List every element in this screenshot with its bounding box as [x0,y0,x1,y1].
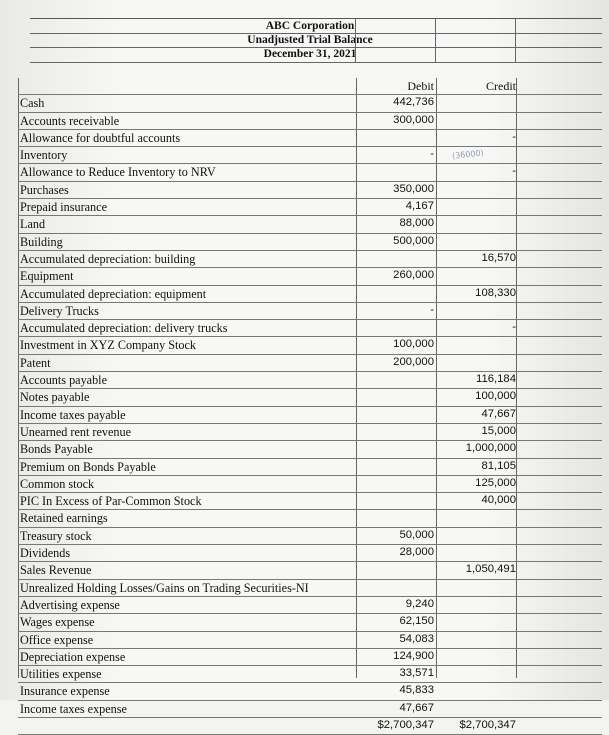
account-name: Accumulated depreciation: building [20,251,196,266]
table-row [18,95,602,112]
credit-total: $2,700,347 [459,718,516,731]
report-title: Unadjusted Trial Balance [247,34,373,46]
trial-balance-table [18,78,602,735]
table-row [18,355,602,372]
table-row [18,113,602,130]
credit-amount: 15,000 [481,424,516,437]
credit-amount: 116,184 [476,373,516,386]
account-name: Utilities expense [20,667,102,682]
account-name: Bonds Payable [20,442,93,457]
account-name: Depreciation expense [20,649,126,664]
account-name: Equipment [20,269,74,284]
debit-amount: 28,000 [399,546,434,559]
account-name: Accounts payable [20,373,107,388]
account-name: Unearned rent revenue [20,424,131,439]
credit-amount: 100,000 [475,390,516,403]
debit-amount: 100,000 [393,338,434,351]
account-name: Cash [20,96,45,111]
account-name: Advertising expense [20,597,120,612]
handwritten-note: (36000) [451,148,485,161]
table-row [18,614,602,631]
table-row [18,303,602,320]
account-name: Land [20,217,46,232]
account-name: Inventory [20,148,68,163]
account-name: Income taxes payable [20,407,126,422]
credit-amount: 16,570 [481,251,516,264]
credit-amount: 108,330 [475,286,516,299]
table-row [18,251,602,268]
debit-amount: 500,000 [393,234,434,247]
credit-amount: 1,050,491 [465,563,516,576]
table-row [18,147,602,164]
table-row [18,216,602,233]
account-name: Patent [20,355,51,370]
table-row [18,545,602,562]
table-row [18,666,602,683]
debit-amount: 50,000 [399,528,434,541]
debit-amount: 350,000 [393,182,434,195]
account-name: Delivery Trucks [20,303,99,318]
account-name: Sales Revenue [20,563,92,578]
account-name: Retained earnings [20,511,108,526]
table-row [18,320,602,337]
table-row [18,234,602,251]
debit-amount: 124,900 [393,649,434,662]
table-row [18,580,602,597]
credit-amount: - [512,321,516,334]
account-name: Purchases [20,182,69,197]
account-name: Insurance expense [20,684,110,699]
account-name: Prepaid insurance [20,200,107,215]
credit-amount: 125,000 [475,476,516,489]
debit-amount: 45,833 [399,684,434,697]
table-row [18,424,602,441]
table-row [18,130,602,147]
credit-header: Credit [486,79,516,93]
debit-amount: 300,000 [393,113,434,126]
account-name: Income taxes expense [20,701,127,716]
debit-amount: 4,167 [405,200,434,213]
debit-amount: - [430,303,434,316]
table-row [18,597,602,614]
table-row [18,286,602,303]
debit-amount: 200,000 [393,355,434,368]
debit-amount: 442,736 [393,96,434,109]
table-row [18,528,602,545]
totals-row [18,718,602,735]
table-row [18,649,602,666]
debit-header: Debit [407,79,434,93]
debit-amount: 54,083 [399,632,434,645]
table-row [18,182,602,199]
account-name: Notes payable [20,390,90,405]
table-row [18,632,602,649]
table-row [18,372,602,389]
account-name: Accounts receivable [20,113,120,128]
table-row [18,701,602,718]
table-row [18,476,602,493]
report-date: December 31, 2021 [263,48,357,60]
account-name: Treasury stock [20,528,92,543]
company-name: ABC Corporation [265,20,355,32]
account-name: Allowance for doubtful accounts [20,130,181,145]
account-name: PIC In Excess of Par-Common Stock [20,494,202,509]
table-row [18,389,602,406]
account-name: Allowance to Reduce Inventory to NRV [20,165,216,180]
account-name: Unrealized Holding Losses/Gains on Trading Securities-NI [20,580,309,595]
debit-amount: 9,240 [405,597,434,610]
table-row [18,510,602,527]
table-row [18,562,602,579]
debit-total: $2,700,347 [377,718,434,731]
table-row [18,459,602,476]
credit-amount: 40,000 [481,494,516,507]
account-name: Building [20,234,63,249]
credit-amount: - [512,130,516,143]
account-name: Wages expense [20,615,95,630]
column-header-row [18,78,602,95]
account-name: Office expense [20,632,94,647]
debit-amount: - [430,148,434,161]
table-row [18,337,602,354]
debit-amount: 88,000 [399,217,434,230]
credit-amount: 81,105 [481,459,516,472]
credit-amount: - [512,165,516,178]
debit-amount: 33,571 [399,667,434,680]
account-name: Dividends [20,546,71,561]
credit-amount: 47,667 [481,407,516,420]
report-header [30,18,602,63]
account-name: Common stock [20,476,95,491]
table-row [18,683,602,700]
account-name: Accumulated depreciation: equipment [20,286,207,301]
debit-amount: 47,667 [399,701,434,714]
credit-amount: 1,000,000 [465,442,516,455]
table-row [18,199,602,216]
table-row [18,407,602,424]
table-row [18,164,602,181]
debit-amount: 62,150 [399,615,434,628]
account-name: Premium on Bonds Payable [20,459,156,474]
account-name: Investment in XYZ Company Stock [20,338,197,353]
table-row [18,268,602,285]
table-row [18,493,602,510]
table-row [18,441,602,458]
debit-amount: 260,000 [393,269,434,282]
account-name: Accumulated depreciation: delivery trucks [20,321,228,336]
